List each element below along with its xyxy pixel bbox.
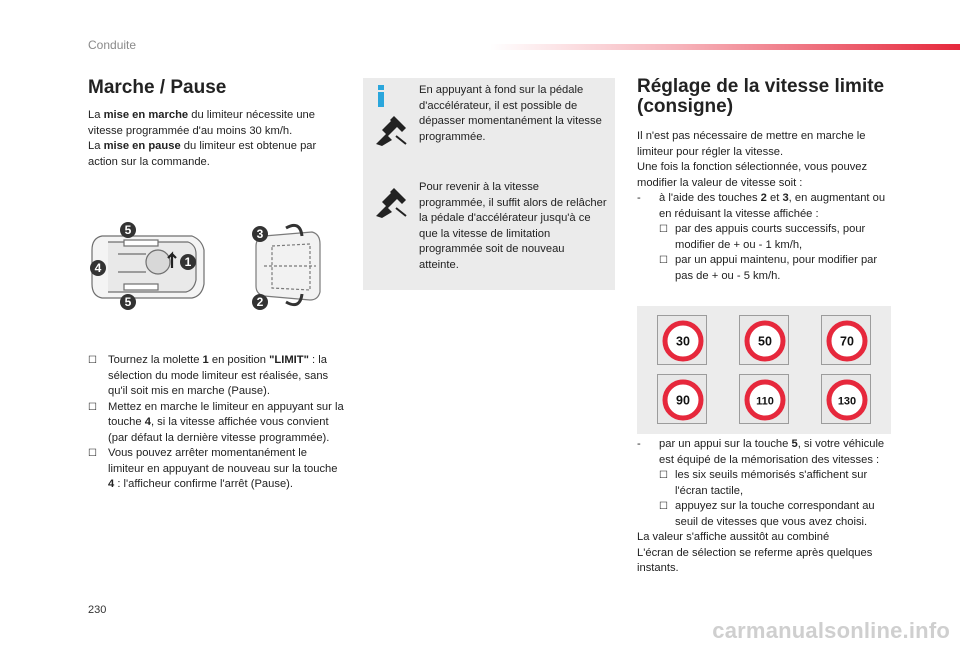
instruction-item: ☐ Tournez la molette 1 en position "LIMIT" : la sélection du mode limiteur est réalisée, sans qu'il soit mis en marche (Pause). <box>88 354 329 397</box>
instruction-item: ☐ Mettez en marche le limiteur en appuyant sur la touche 4, si la vitesse affichée vous convient (par défaut la dernière vitesse programmée). <box>88 400 344 444</box>
sub-item: ☐ par un appui maintenu, pour modifier par pas de + ou - 5 km/h. <box>659 254 878 282</box>
checkbox-icon: ☐ <box>659 224 668 235</box>
checkbox-icon: ☐ <box>88 448 97 459</box>
section-title-marche-pause: Marche / Pause <box>88 77 227 98</box>
intro-line-1: La mise en marche du limiteur nécessite une vitesse programmée d'au moins 30 km/h. <box>88 109 315 137</box>
dash-item: - par un appui sur la touche 5, si votre véhicule est équipé de la mémorisation des vitesses : <box>637 438 885 466</box>
intro-paragraph <box>88 108 340 170</box>
speed-sign-tile <box>821 315 871 365</box>
intro-line-2: La mise en pause du limiteur est obtenue par action sur la commande. <box>88 140 317 168</box>
header-accent-bar <box>490 44 960 50</box>
info-text-return: Pour revenir à la vitesse programmée, il suffit alors de relâcher la pédale d'accélérateur jusqu'à ce que la vitesse de limitation programmée soit de nouveau atteinte. <box>419 181 607 271</box>
sub-item: ☐ les six seuils mémorisés s'affichent sur l'écran tactile, <box>659 469 868 497</box>
checkbox-icon: ☐ <box>88 355 97 366</box>
speed-limit-value: 30 <box>676 334 690 349</box>
speed-setting-text: Il n'est pas nécessaire de mettre en marche le limiteur pour régler la vitesse. Une fois la fonction sélectionnée, vous pouvez modifier la valeur de vitesse soit : - à l'aide des touches 2 et 3, en augmentant ou en réduisant la vitesse affichée : ☐ par des appuis courts successifs, pour modifier de + ou - 1 km/h, ☐ par un appui maintenu, pour modifier par pas de + ou - 5 km/h. <box>637 129 895 284</box>
speed-limit-value: 70 <box>840 334 854 349</box>
speed-limit-sign-icon <box>825 378 869 422</box>
diagram-label-5-bottom: 5 <box>124 295 132 309</box>
page-number: 230 <box>88 604 107 616</box>
checkbox-icon: ☐ <box>659 501 668 512</box>
diagram-label-3: 3 <box>256 227 264 241</box>
watermark: carmanualsonline.info <box>712 618 950 643</box>
speed-limit-value: 130 <box>837 395 857 408</box>
speed-limit-sign-icon <box>661 378 705 422</box>
speed-limit-value: 110 <box>756 395 774 408</box>
speed-limit-sign-icon <box>661 319 705 363</box>
speed-signs-panel <box>637 306 891 434</box>
section-header: Conduite <box>88 38 137 52</box>
pedal-icon <box>372 114 408 148</box>
memory-text <box>637 437 895 577</box>
dash-item: - à l'aide des touches 2 et 3, en augmentant ou en réduisant la vitesse affichée : <box>637 192 886 220</box>
checkbox-icon: ☐ <box>659 470 668 481</box>
instruction-item: ☐ Vous pouvez arrêter momentanément le limiteur en appuyant de nouveau sur la touche 4 : l'afficheur confirme l'arrêt (Pause). <box>88 447 338 490</box>
diagram-label-2: 2 <box>256 295 264 309</box>
sub-item: ☐ appuyez sur la touche correspondant au seuil de vitesses que vous avez choisi. <box>659 500 875 528</box>
diagram-label-1: 1 <box>184 255 192 269</box>
speed-sign-tile <box>657 374 707 424</box>
info-text-override: En appuyant à fond sur la pédale d'accélérateur, il est possible de dépasser momentanément la vitesse programmée. <box>419 84 602 143</box>
pedal-icon <box>372 186 408 220</box>
section-title-reglage: Réglage de la vitesse limite (consigne) <box>637 76 885 117</box>
diagram-label-4: 4 <box>94 261 102 275</box>
speed-limit-sign-icon <box>825 319 869 363</box>
info-box <box>363 78 615 290</box>
info-icon <box>373 85 389 107</box>
speed-sign-tile <box>657 315 707 365</box>
speed-sign-tile <box>821 374 871 424</box>
speed-limit-value: 50 <box>758 334 772 349</box>
steering-stalk-diagram <box>88 210 350 320</box>
speed-limit-sign-icon <box>743 319 787 363</box>
speed-sign-tile <box>739 374 789 424</box>
closing-line-2: L'écran de sélection se referme après quelques instants. <box>637 546 873 574</box>
closing-line-1: La valeur s'affiche aussitôt au combiné <box>637 531 830 543</box>
speed-sign-tile <box>739 315 789 365</box>
checkbox-icon: ☐ <box>88 401 97 413</box>
speed-limit-value: 90 <box>676 393 690 408</box>
sub-item: ☐ par des appuis courts successifs, pour modifier de + ou - 1 km/h, <box>659 223 866 251</box>
speed-limit-sign-icon <box>743 378 787 422</box>
instruction-list <box>88 353 346 493</box>
checkbox-icon: ☐ <box>659 255 668 266</box>
diagram-label-5-top: 5 <box>124 223 132 237</box>
